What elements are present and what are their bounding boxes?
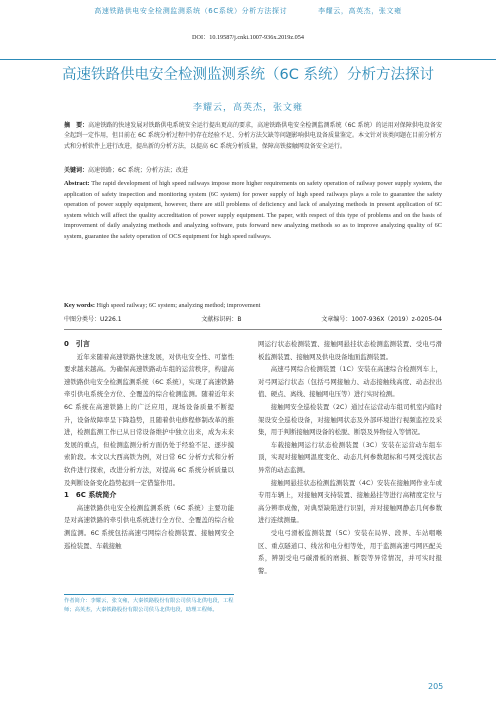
right-column bbox=[258, 338, 442, 577]
paper-authors: 李耀云，高英杰，张文雍 bbox=[192, 103, 303, 113]
running-head-title: 高速铁路供电安全检测监测系统（6C系统）分析方法探讨 bbox=[94, 7, 288, 15]
section-1-heading: 1 6C 系统简介 bbox=[64, 491, 117, 500]
running-head bbox=[0, 6, 496, 16]
clc-number: 中图分类号：U226.1 bbox=[64, 316, 122, 323]
author-footnote: 作者简介：李耀云，张文雍，大秦铁路股份有限公司侯马北供电段，工程师；高英杰，大秦铁路股份有限公司侯马北供电段，助理工程师。 bbox=[64, 598, 234, 613]
keywords-en bbox=[64, 301, 442, 311]
abstract-zh-label: 摘 要： bbox=[64, 122, 89, 129]
abstract-en-label: Abstract: bbox=[64, 180, 90, 187]
paper-title: 高速铁路供电安全检测监测系统（6C 系统）分析方法探讨 bbox=[62, 67, 434, 83]
paragraph-4c: 接触网悬挂状态检测监测装置（4C）安装在接触网作业车或专用车辆上，对接触网支持装置、接触悬挂等进行高精度定位与高分辨率成像，对典型缺陷进行识别，并对接触网静态几何参数进行连续测量。 bbox=[258, 478, 442, 525]
paragraph-1c: 高速弓网综合检测装置（1C）安装在高速综合检测列车上，对弓网运行状态（包括弓网接触力、动态接触线高度、动态拉出值、硬点、离线、接触网电压等）进行实时检测。 bbox=[258, 365, 442, 399]
article-number: 文章编号：1007-936X（2019）z-0205-04 bbox=[321, 316, 442, 323]
paragraph-5c: 受电弓滑板监测装置（5C）安装在局界、段界、车站咽喉区、重点隧道口、线岔和电分相等处，用于监测高速弓网匹配关系，辨别受电弓碳滑板的磨损、断裂等异常情况，并可实时报警。 bbox=[258, 528, 442, 575]
abstract-zh bbox=[64, 121, 442, 152]
abstract-zh-text: 高速铁路的快速发展对铁路供电系统安全运行提出更高的要求，高速铁路供电安全检测监测系统（6C 系统）的运用对保障供电设备安全起到一定作用，但目前在 6C 系统分析过程中仍存在经验不足、分析方法欠缺等问题影响供电设备质量鉴定。本文针对该类问题在目前分析方式和分析软件上进行改进，提出新的分析方法，以提高 6C 系统分析质量，保障高铁接触网设备安全运行。 bbox=[64, 122, 442, 150]
abstract-en bbox=[64, 179, 442, 242]
paragraph: 网运行状态检测装置、接触网悬挂状态检测监测装置、受电弓滑板监测装置、接触网及供电设备地面监测装置。 bbox=[258, 340, 442, 361]
section-0-heading: 0 引言 bbox=[64, 340, 90, 348]
section-0-paragraph: 近年来随着高速铁路快速发展，对供电安全性、可靠性要求越来越高。为确保高速铁路动车组的运营秩序，构建高速铁路供电安全检测监测系统（6C 系统），实现了高速铁路牵引供电系统全方位、全覆盖的综合检测监测。随着近年来 6C 系统在高速铁路上的广泛应用，现场设备质量不断提升，设备故障率呈下降趋势，且随着供电修程修制改革的推进，检测监测工作已从日常设备维护中独立出来，成为未来发展的重点，但检测监测分析方面仍处于经验不足、逐步摸索阶段。本文以大西高铁为例，对日常 6C 分析方式和分析软件进行探索，改进分析方法，对提高 6C 系统分析质量以及判断设备变化趋势起到一定借鉴作用。 bbox=[64, 352, 234, 487]
paragraph-2c: 接触网安全巡检装置（2C）通过在运营动车组司机室内临时架设安全巡检设备，对接触网状态及外部环境进行视频监控及采集，用于判断接触网设备的松脱、断裂及异物侵入等情况。 bbox=[258, 402, 442, 437]
running-head-authors: 李耀云，高英杰，张文雍 bbox=[318, 7, 402, 15]
keywords-en-text: High speed railway; 6C system; analyzing method; improvement bbox=[96, 302, 261, 309]
paragraph-3c: 车载接触网运行状态检测装置（3C）安装在运营动车组车顶，实现对接触网温度变化、动态几何参数超标和弓网受流状态异常的动态监测。 bbox=[258, 440, 442, 474]
abstract-en-text: The rapid development of high speed railways impose more higher requirements on safety operation of railway power supply system, the application of safety inspection and monitoring system (6C system) for power supply of high speed railways plays a role to guarantee the safety operation of power supply equipment, however, there are still problems of deficiency and lack of analyzing methods in present application of 6C system which will affect the quality accreditation of power supply equipment. The paper, with respect of this type of problems and on the basis of improvement of daily analyzing methods and analyzing software, puts forward new analyzing methods so as to improve analyzing quality of 6C system, guarantee the safety operation of OCS equipment for high speed railways. bbox=[64, 180, 442, 240]
classification-line bbox=[64, 314, 442, 323]
document-code: 文献标识码：B bbox=[201, 316, 242, 323]
page-number: 205 bbox=[428, 682, 444, 691]
footnote-rule bbox=[64, 594, 234, 595]
doi: DOI：10.19587/j.cnki.1007-936x.2019z.054 bbox=[192, 34, 304, 41]
keywords-zh-text: 高速铁路；6C 系统；分析方法；改进 bbox=[88, 167, 188, 174]
section-rule bbox=[64, 329, 442, 330]
left-column bbox=[64, 338, 234, 552]
section-1-paragraph: 高速铁路供电安全检测监测系统（6C 系统）主要功能是对高速铁路的牵引供电系统进行全方位、全覆盖的综合检测监测。6C 系统包括高速弓网综合检测装置、接触网安全巡检装置、车载接触 bbox=[64, 503, 234, 550]
top-rule bbox=[0, 59, 496, 60]
keywords-en-label: Key words: bbox=[64, 302, 95, 309]
keywords-zh-label: 关键词： bbox=[64, 167, 89, 174]
keywords-zh bbox=[64, 166, 442, 176]
